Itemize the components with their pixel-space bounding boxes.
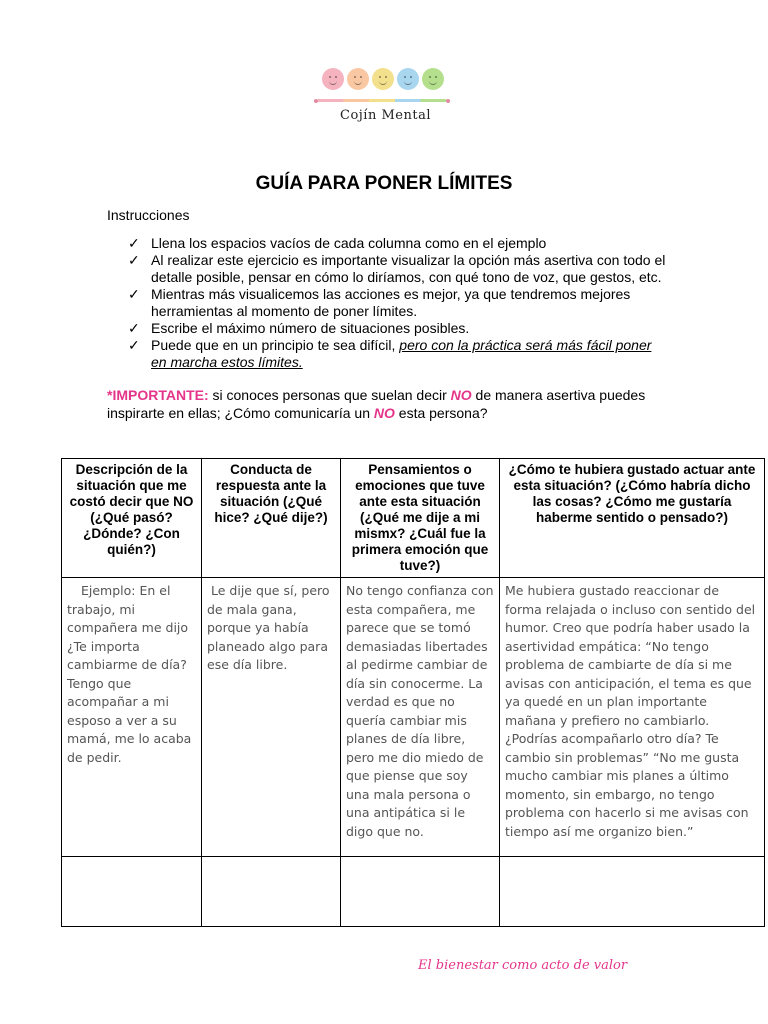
face-icon xyxy=(372,68,394,90)
face-icon xyxy=(397,68,419,90)
instructions-label: Instrucciones xyxy=(107,207,190,223)
list-item: ✓ Escribe el máximo número de situaciones posibles. xyxy=(128,320,470,336)
header-response: Conducta de respuesta ante la situación (¿Qué hice? ¿Qué dije?) xyxy=(202,459,341,578)
checkmark-icon: ✓ xyxy=(128,252,140,268)
face-icon xyxy=(322,68,344,90)
face-icons xyxy=(322,68,444,90)
table-cell[interactable] xyxy=(341,857,500,927)
checkmark-icon: ✓ xyxy=(128,320,140,336)
checkmark-icon: ✓ xyxy=(128,286,140,302)
instructions-list xyxy=(128,235,668,371)
table-cell: Le dije que sí, pero de mala gana, porque ya había planeado algo para ese día libre. xyxy=(202,578,341,857)
no-word: NO xyxy=(450,387,472,403)
limits-table xyxy=(61,458,765,927)
checkmark-icon: ✓ xyxy=(128,235,140,251)
brand-name: Cojín Mental xyxy=(340,108,431,123)
list-item: ✓ Mientras más visualicemos las acciones es mejor, ya que tendremos mejores herramientas al momento de poner límites. xyxy=(128,286,631,319)
table-cell: No tengo confianza con esta compañera, me parece que se tomó demasiadas libertades al pedirme cambiar de día sin conocerme. La verdad es que no quería cambiar mis planes de día libre, pero me dio miedo de que piense que soy una mala persona o una antipática si le digo que no. xyxy=(341,578,500,857)
table-cell: Me hubiera gustado reaccionar de forma relajada o incluso con sentido del humor. Creo que podría haber usado la asertividad empática: “No tengo problema de cambiarte de día si me avisas con anticipación, el tema es que ya quedé en un plan importante mañana y prefiero no cambiarlo. ¿Podrías acompañarlo otro día? Te cambio sin problemas” “No me gusta mucho cambiar mis planes a último momento, sin embargo, no tengo problema con hacerlo si me avisas con tiempo así me organizo bien.” xyxy=(500,578,765,857)
face-icon xyxy=(422,68,444,90)
no-word: NO xyxy=(373,405,395,421)
page-title: GUÍA PARA PONER LÍMITES xyxy=(255,173,513,194)
checkmark-icon: ✓ xyxy=(128,337,140,353)
list-item: ✓ Puede que en un principio te sea difícil, pero con la práctica será más fácil poner en marcha estos límites. xyxy=(128,337,652,370)
list-item: ✓ Al realizar este ejercicio es importante visualizar la opción más asertiva con todo el detalle posible, pensar en cómo lo diríamos, con qué tono de voz, que gestos, etc. xyxy=(128,252,666,285)
header-thoughts: Pensamientos o emociones que tuve ante esta situación (¿Qué me dije a mi mismx? ¿Cuál fue la primera emoción que tuve?) xyxy=(341,459,500,578)
table-cell[interactable] xyxy=(202,857,341,927)
table-row xyxy=(62,857,765,927)
important-label: *IMPORTANTE: xyxy=(107,387,209,403)
emphasis-text: pero con la práctica será más fácil poner en marcha estos límites. xyxy=(151,337,652,370)
table-cell[interactable] xyxy=(62,857,202,927)
table-cell: Ejemplo: En el trabajo, mi compañera me dijo ¿Te importa cambiarme de día? Tengo que acompañar a mi esposo a ver a su mamá, me lo acaba de pedir. xyxy=(62,578,202,857)
important-note: *IMPORTANTE: si conoces personas que suelan decir NO de manera asertiva puedes inspirarte en ellas; ¿Cómo comunicaría un NO esta persona? xyxy=(107,387,646,421)
table-cell[interactable] xyxy=(500,857,765,927)
header-description: Descripción de la situación que me costó decir que NO (¿Qué pasó? ¿Dónde? ¿Con quién?) xyxy=(62,459,202,578)
table-header-row xyxy=(62,459,765,578)
color-stripe xyxy=(318,99,446,102)
footer-tagline: El bienestar como acto de valor xyxy=(418,958,628,973)
header-ideal: ¿Cómo te hubiera gustado actuar ante esta situación? (¿Cómo habría dicho las cosas? ¿Cómo me gustaría haberme sentido o pensado?) xyxy=(500,459,765,578)
list-item: ✓ Llena los espacios vacíos de cada columna como en el ejemplo xyxy=(128,235,547,251)
face-icon xyxy=(347,68,369,90)
table-row xyxy=(62,578,765,857)
